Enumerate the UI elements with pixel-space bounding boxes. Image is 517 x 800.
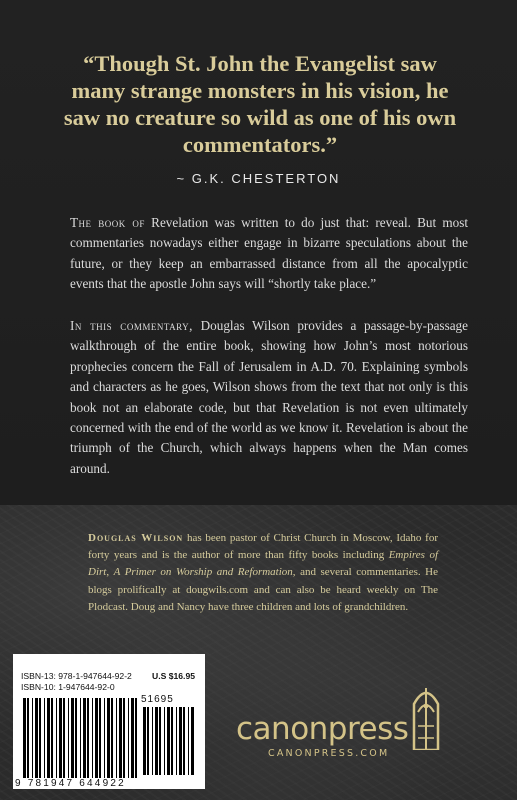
publisher-url: CANONPRESS.COM (268, 748, 390, 759)
barcode-addon-digits: 51695 (141, 694, 174, 705)
isbn-13: ISBN-13: 978-1-947644-92-2 (21, 671, 132, 681)
author-bio (88, 530, 438, 616)
bio-text: has been pastor of Christ Church in Moscow, Idaho for forty years and is the author of more than fifty books including (88, 532, 438, 562)
quote-attribution: ~ G.K. CHESTERTON (176, 171, 341, 186)
barcode-label (13, 654, 205, 789)
isbn-10: ISBN-10: 1-947644-92-0 (21, 682, 115, 692)
publisher-name: canonpress (236, 711, 409, 747)
bio-text: , and several commentaries. He blogs prolifically at dougwils.com and can also be heard weekly on The Plodcast. Doug and Nancy have three children and lots of grandchildren. (88, 566, 439, 613)
author-name: Douglas Wilson (88, 532, 184, 544)
description-paragraph-2 (70, 316, 468, 479)
book-title: Empires of Dirt (88, 549, 439, 579)
paragraph-lead: The book of (70, 215, 145, 230)
price-label: U.S $16.95 (152, 671, 195, 681)
paragraph-body: Revelation was written to do just that: reveal. But most commentaries nowadays either engage in bizarre speculations about the future, or they keep an embarrassed distance from all the apocalyptic events that the apostle John says will “shortly take place.” (70, 215, 469, 292)
barcode-digits: 9 781947 644922 (15, 778, 126, 789)
paragraph-lead: In this commentary, (70, 318, 193, 333)
bio-separator: , (106, 566, 114, 579)
book-title: A Primer on Worship and Reformation (113, 566, 293, 579)
paragraph-body: Douglas Wilson provides a passage-by-passage walkthrough of the entire book, showing how John’s most notorious prophecies concern the Fall of Jerusalem in A.D. 70. Explaining symbols and characters as he goes, Wilson shows from the text that not only is this book not an elaborate code, but that Revelation is not even ultimately concerned with the end of the world as we know it. Revelation is about the triumph of the Church, which always happens when the Man comes around. (70, 318, 468, 476)
barcode-bars (23, 698, 139, 778)
pull-quote: “Though St. John the Evangelist saw many strange monsters in his vision, he saw no creature so wild as one of his own commentators.” (63, 51, 457, 157)
barcode-addon-bars (143, 707, 195, 775)
description-paragraph-1 (70, 213, 468, 295)
gothic-window-icon (411, 680, 441, 750)
